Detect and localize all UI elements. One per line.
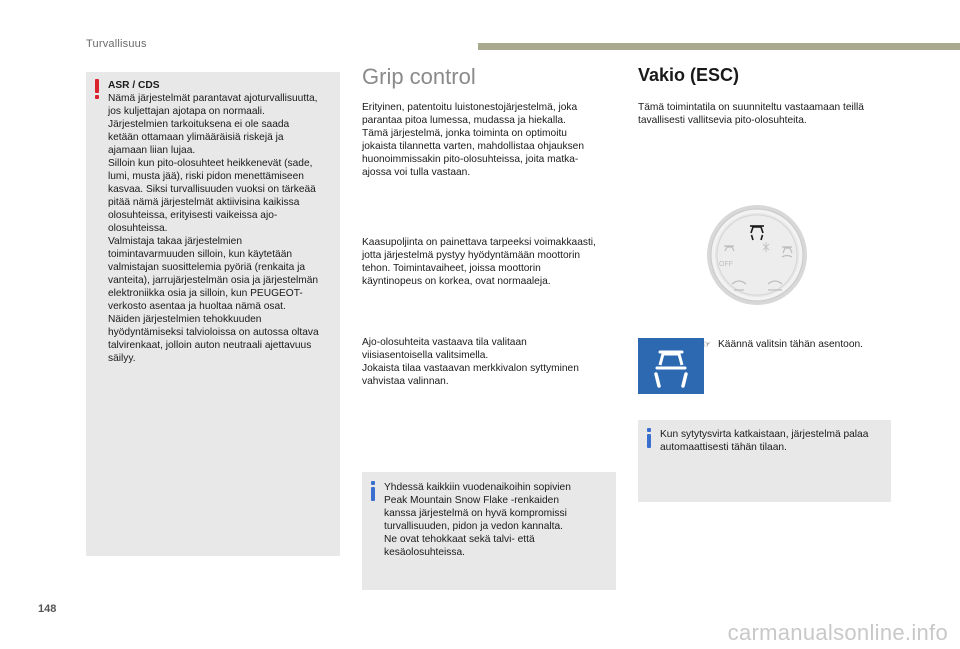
info-icon — [370, 481, 376, 501]
hand-pointer-icon: ☞ — [703, 339, 712, 349]
grip-para-1: Erityinen, patentoitu luistonestojärjestelmä, joka parantaa pitoa lumessa, mudassa ja hiekalla. Tämä järjestelmä, jonka toiminta on optimoitu jokaista tilannetta varten, mahdollistaa ohjauksen huonoimmissakin pito-olosuhteissa, joita matka- ajossa voi tulla vastaan. — [362, 102, 584, 178]
warning-title: ASR / CDS — [108, 80, 160, 91]
header-bar — [478, 43, 960, 50]
warning-icon — [93, 79, 101, 99]
grip-para-3: Ajo-olosuhteita vastaava tila valitaan viisiasentoisella valitsimella. Jokaista tilaa vastaavan merkkivalon syttyminen vahvistaa valinnan. — [362, 337, 579, 387]
info-icon — [646, 428, 652, 448]
vakio-info-text: Kun sytytysvirta katkaistaan, järjestelmä palaa automaattisesti tähän tilaan. — [660, 429, 869, 453]
section-title: Turvallisuus — [86, 38, 147, 50]
svg-text:OFF: OFF — [719, 261, 733, 268]
warning-text: Nämä järjestelmät parantavat ajoturvallisuutta, jos kuljettajan ajotapa on normaali. Järjestelmien tarkoituksena ei ole saada ketään ottamaan ylimääräisiä riskejä ja ajamaan liian lujaa. Silloin kun pito-olosuhteet heikkenevät (sade, lumi, musta jää), riski pidon menettämiseen kasvaa. Siksi turvallisuuden vuoksi on tärkeää pitää nämä järjestelmät aktiivisina kaikissa olosuhteissa, erityisesti vaikeissa ajo- olosuhteissa. Valmistaja takaa järjestelmien toimintavarmuuden silloin, kun käytetään valmistajan suosittelemia pyöriä (renkaita ja vanteita), jarrujärjestelmän osia ja järjestelmän elektroniikka osia ja silloin, kun PEUGEOT- verkosto asentaa ja huoltaa nämä osat. Näiden järjestelmien tehokkuuden hyödyntämiseksi talvioloissa on autossa oltava talvirenkaat, jolloin auton neutraali ajettavuus säilyy. — [108, 93, 319, 364]
mode-selector-knob-icon — [706, 204, 808, 306]
vakio-para-1: Tämä toimintatila on suunniteltu vastaamaan teillä tavallisesti vallitsevia pito-olosuhteita. — [638, 102, 864, 126]
standard-mode-thumbnail — [638, 338, 704, 394]
watermark: carmanualsonline.info — [727, 620, 948, 645]
vakio-instruction: Käännä valitsin tähän asentoon. — [718, 339, 863, 350]
grip-para-2: Kaasupoljinta on painettava tarpeeksi voimakkaasti, jotta järjestelmä pystyy hyödyntämään moottorin tehon. Toimintavaiheet, joissa moottorin käyntinopeus on korkea, ovat normaaleja. — [362, 237, 596, 287]
standard-mode-icon — [638, 338, 704, 394]
page-number: 148 — [38, 603, 57, 615]
vakio-title: Vakio (ESC) — [638, 65, 740, 85]
grip-control-title: Grip control — [362, 64, 476, 89]
grip-info-text: Yhdessä kaikkiin vuodenaikoihin sopivien Peak Mountain Snow Flake -renkaiden kanssa järjestelmä on hyvä kompromissi turvallisuuden, pidon ja vedon kannalta. Ne ovat tehokkaat sekä talvi- että kesäolosuhteissa. — [384, 482, 571, 558]
